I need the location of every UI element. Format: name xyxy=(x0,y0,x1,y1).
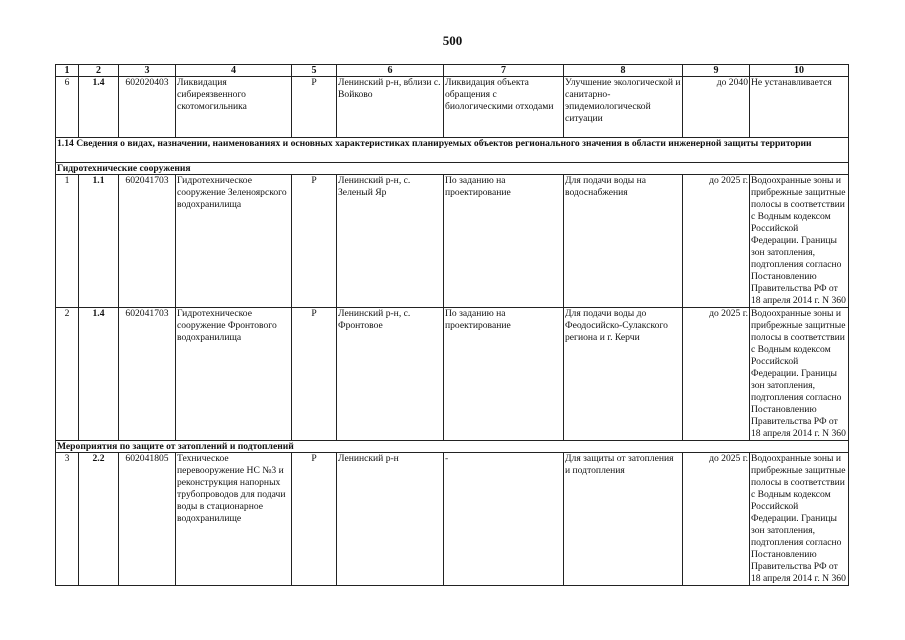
cell-location: Ленинский р-н, вблизи с. Войково xyxy=(337,77,444,138)
table-row xyxy=(56,175,849,308)
cell-row-number: 2 xyxy=(56,308,79,441)
cell-status: Р xyxy=(292,453,337,586)
cell-index: 1.4 xyxy=(79,77,119,138)
column-header: 9 xyxy=(683,65,750,77)
group-heading-row xyxy=(56,163,849,175)
group-heading-row xyxy=(56,441,849,453)
cell-code: 602041805 xyxy=(119,453,176,586)
cell-zones: Водоохранные зоны и прибрежные защитные полосы в соответствии с Водным кодексом Российской Федерации. Границы зон затопления, подтопления согласно Постановлению Правительства РФ от 18 апреля 2014 г. N 360 xyxy=(750,308,849,441)
column-header: 5 xyxy=(292,65,337,77)
cell-name: Ликвидация сибиреязвенного скотомогильника xyxy=(176,77,292,138)
cell-basis: По заданию на проектирование xyxy=(444,175,564,308)
planned-objects-table xyxy=(55,64,849,586)
group-title: Мероприятия по защите от затоплений и подтоплений xyxy=(56,441,849,453)
cell-deadline: до 2025 г. xyxy=(683,453,750,586)
cell-deadline: до 2025 г. xyxy=(683,175,750,308)
column-header: 1 xyxy=(56,65,79,77)
cell-name: Техническое перевооружение НС №3 и реконструкция напорных трубопроводов для подачи воды в стационарное водохранилище xyxy=(176,453,292,586)
cell-row-number: 1 xyxy=(56,175,79,308)
column-header: 2 xyxy=(79,65,119,77)
column-header-row xyxy=(56,65,849,77)
column-header: 8 xyxy=(564,65,683,77)
cell-status: Р xyxy=(292,175,337,308)
cell-name: Гидротехническое сооружение Фронтового водохранилища xyxy=(176,308,292,441)
section-heading-row xyxy=(56,138,849,163)
table-row xyxy=(56,308,849,441)
cell-index: 1.1 xyxy=(79,175,119,308)
cell-code: 602041703 xyxy=(119,175,176,308)
table-row xyxy=(56,453,849,586)
cell-name: Гидротехническое сооружение Зеленоярского водохранилища xyxy=(176,175,292,308)
cell-basis: Ликвидация объекта обращения с биологическими отходами xyxy=(444,77,564,138)
table-row xyxy=(56,77,849,138)
cell-purpose: Для подачи воды на водоснабжения xyxy=(564,175,683,308)
cell-location: Ленинский р-н, с. Фронтовое xyxy=(337,308,444,441)
cell-basis: - xyxy=(444,453,564,586)
cell-row-number: 6 xyxy=(56,77,79,138)
section-title: 1.14 Сведения о видах, назначении, наименованиях и основных характеристиках планируемых объектов регионального значения в области инженерной защиты территории xyxy=(56,138,849,163)
cell-row-number: 3 xyxy=(56,453,79,586)
cell-status: Р xyxy=(292,77,337,138)
cell-deadline: до 2040 xyxy=(683,77,750,138)
cell-purpose: Для подачи воды до Феодосийско-Сулакского региона и г. Керчи xyxy=(564,308,683,441)
cell-index: 1.4 xyxy=(79,308,119,441)
cell-basis: По заданию на проектирование xyxy=(444,308,564,441)
cell-code: 602041703 xyxy=(119,308,176,441)
cell-location: Ленинский р-н xyxy=(337,453,444,586)
cell-purpose: Улучшение экологической и санитарно-эпидемиологической ситуации xyxy=(564,77,683,138)
cell-zones: Водоохранные зоны и прибрежные защитные полосы в соответствии с Водным кодексом Российской Федерации. Границы зон затопления, подтопления согласно Постановлению Правительства РФ от 18 апреля 2014 г. N 360 xyxy=(750,175,849,308)
cell-location: Ленинский р-н, с. Зеленый Яр xyxy=(337,175,444,308)
cell-code: 602020403 xyxy=(119,77,176,138)
cell-index: 2.2 xyxy=(79,453,119,586)
cell-status: Р xyxy=(292,308,337,441)
cell-purpose: Для защиты от затопления и подтопления xyxy=(564,453,683,586)
page-number: 500 xyxy=(442,33,463,48)
group-title: Гидротехнические сооружения xyxy=(56,163,849,175)
cell-zones: Водоохранные зоны и прибрежные защитные полосы в соответствии с Водным кодексом Российской Федерации. Границы зон затопления, подтопления согласно Постановлению Правительства РФ от 18 апреля 2014 г. N 360 xyxy=(750,453,849,586)
cell-deadline: до 2025 г. xyxy=(683,308,750,441)
column-header: 6 xyxy=(337,65,444,77)
column-header: 7 xyxy=(444,65,564,77)
column-header: 10 xyxy=(750,65,849,77)
column-header: 3 xyxy=(119,65,176,77)
column-header: 4 xyxy=(176,65,292,77)
cell-zones: Не устанавливается xyxy=(750,77,849,138)
